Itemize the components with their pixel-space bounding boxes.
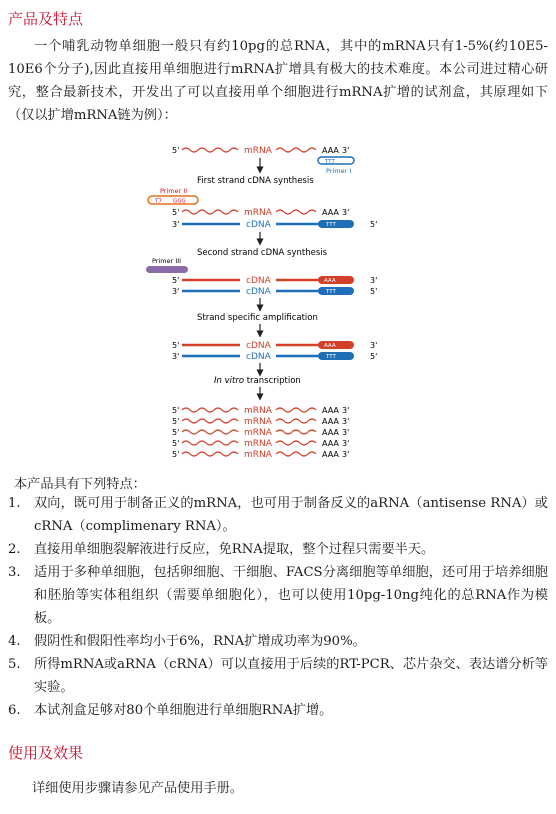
list-item (0, 630, 556, 653)
row-amplified (172, 341, 377, 362)
mrna-strand (276, 452, 316, 456)
label-cdna: cDNA (246, 341, 271, 351)
label-5prime: 5' (172, 276, 180, 285)
list-item (0, 538, 556, 561)
primer-i-shape (318, 157, 354, 164)
poly-t-tag (318, 352, 354, 360)
label-cdna: cDNA (246, 352, 271, 362)
step-first-strand: First strand cDNA synthesis (197, 176, 314, 186)
mrna-strand (276, 210, 316, 214)
label-5prime: 5' (172, 406, 180, 415)
mrna-strand (276, 441, 316, 445)
usage-text: 详细使用步骤请参见产品使用手册。 (32, 781, 243, 796)
label-aaa: AAA (322, 208, 339, 217)
label-aaa: AAA (322, 146, 339, 155)
label-3prime: 3' (342, 146, 350, 155)
label-5prime: 5' (172, 208, 180, 217)
list-item-number: 1. (8, 496, 21, 511)
list-item-text: 本试剂盒足够对80个单细胞进行单细胞RNA扩增。 (34, 703, 333, 718)
label-3prime: 3' (342, 417, 350, 426)
label-cdna: cDNA (246, 287, 271, 297)
poly-t-tag (318, 287, 354, 295)
label-ttt: TTT (326, 354, 336, 360)
label-5prime: 5' (172, 439, 180, 448)
label-3prime: 3' (342, 439, 350, 448)
label-3prime: 3' (342, 406, 350, 415)
label-mrna: mRNA (244, 428, 272, 438)
list-item-text: 所得mRNA或aRNA（cRNA）可以直接用于后续的RT-PCR、芯片杂交、表达谱分析等实验。 (34, 657, 548, 695)
list-item-text: 假阴性和假阳性率均小于6%，RNA扩增成功率为90%。 (34, 634, 366, 649)
label-primer-ii: Primer II (160, 187, 188, 195)
list-item-number: 3. (8, 565, 21, 580)
mrna-strand (182, 408, 238, 412)
mrna-strand (182, 452, 238, 456)
label-3prime: 3' (172, 287, 180, 296)
list-item-number: 5. (8, 657, 21, 672)
list-item (0, 653, 556, 699)
label-aaa: AAA (324, 343, 336, 349)
label-3prime: 3' (370, 276, 378, 285)
label-ttt: TTT (326, 289, 336, 295)
mrna-strand (182, 441, 238, 445)
list-item (0, 492, 556, 538)
label-mrna: mRNA (244, 146, 272, 156)
label-aaa: AAA (322, 417, 339, 426)
label-t7: T7 (155, 198, 162, 205)
step-second-strand: Second strand cDNA synthesis (197, 248, 328, 258)
label-aaa: AAA (322, 406, 339, 415)
label-cdna: cDNA (246, 220, 271, 230)
section-title-features: 产品及特点 (8, 10, 84, 28)
label-primer-i: Primer I (326, 167, 352, 175)
label-ttt: TTT (326, 222, 336, 228)
label-aaa: AAA (324, 278, 336, 284)
mrna-strand (276, 430, 316, 434)
intro-paragraph: 一个哺乳动物单细胞一般只有约10pg的总RNA，其中的mRNA只有1-5%(约10E5-10E6个分子),因此直接用单细胞进行mRNA扩增具有极大的技术难度。本公司进过精心研究，整合最新技术，开发出了可以直接用单个细胞进行mRNA扩增的试剂盒，其原理如下（仅以扩增mRNA链为例）： (8, 39, 548, 123)
step-amplification: Strand specific amplification (197, 313, 318, 323)
label-cdna: cDNA (246, 276, 271, 286)
label-mrna: mRNA (244, 208, 272, 218)
primer-iii-shape (146, 266, 188, 273)
label-aaa: AAA (322, 450, 339, 459)
label-primer-iii: Primer III (152, 257, 182, 265)
label-3prime: 3' (342, 208, 350, 217)
label-5prime: 5' (370, 352, 378, 361)
label-ggg: GGG (173, 198, 186, 205)
list-item-text: 双向，既可用于制备正义的mRNA，也可用于制备反义的aRNA（antisense RNA）或cRNA（complimenary RNA）。 (34, 496, 548, 534)
label-5prime: 5' (370, 220, 378, 229)
label-5prime: 5' (172, 146, 180, 155)
mrna-strand (182, 210, 238, 214)
features-title: 本产品具有下列特点： (14, 477, 146, 492)
row-mrna-template (172, 146, 354, 175)
list-item-number: 2. (8, 542, 21, 557)
list-item (0, 699, 556, 722)
row-first-strand (172, 208, 377, 230)
label-5prime: 5' (172, 341, 180, 350)
mrna-amplification-diagram (140, 135, 400, 465)
mrna-strand (182, 419, 238, 423)
label-5prime: 5' (172, 450, 180, 459)
label-ttt: TTT (325, 159, 335, 165)
label-mrna: mRNA (244, 439, 272, 449)
label-mrna: mRNA (244, 406, 272, 416)
label-5prime: 5' (172, 417, 180, 426)
list-item-text: 适用于多种单细胞，包括卵细胞、干细胞、FACS分离细胞等单细胞，还可用于培养细胞和胚胎等实体租组织（需要单细胞化），也可以使用10pg-10ng纯化的总RNA作为模板。 (34, 565, 548, 626)
label-aaa: AAA (322, 439, 339, 448)
row-second-strand (172, 276, 377, 297)
list-item-text: 直接用单细胞裂解液进行反应，免RNA提取，整个过程只需要半天。 (34, 542, 435, 557)
section-title-usage: 使用及效果 (8, 744, 84, 762)
mrna-strand (276, 408, 316, 412)
list-item-number: 4. (8, 634, 21, 649)
label-3prime: 3' (342, 428, 350, 437)
label-3prime: 3' (342, 450, 350, 459)
label-5prime: 5' (172, 428, 180, 437)
mrna-strand (182, 148, 238, 152)
step-in-vitro-transcription: In vitro transcription (214, 376, 301, 386)
mrna-copies (172, 406, 349, 460)
label-mrna: mRNA (244, 450, 272, 460)
mrna-strand (182, 430, 238, 434)
list-item (0, 561, 556, 630)
label-3prime: 3' (172, 352, 180, 361)
label-3prime: 3' (370, 341, 378, 350)
label-5prime: 5' (370, 287, 378, 296)
features-list (0, 492, 556, 722)
primer-i-shape (318, 220, 354, 228)
list-item-number: 6. (8, 703, 21, 718)
mrna-strand (276, 148, 316, 152)
mrna-strand (276, 419, 316, 423)
label-3prime: 3' (172, 220, 180, 229)
label-mrna: mRNA (244, 417, 272, 427)
label-aaa: AAA (322, 428, 339, 437)
